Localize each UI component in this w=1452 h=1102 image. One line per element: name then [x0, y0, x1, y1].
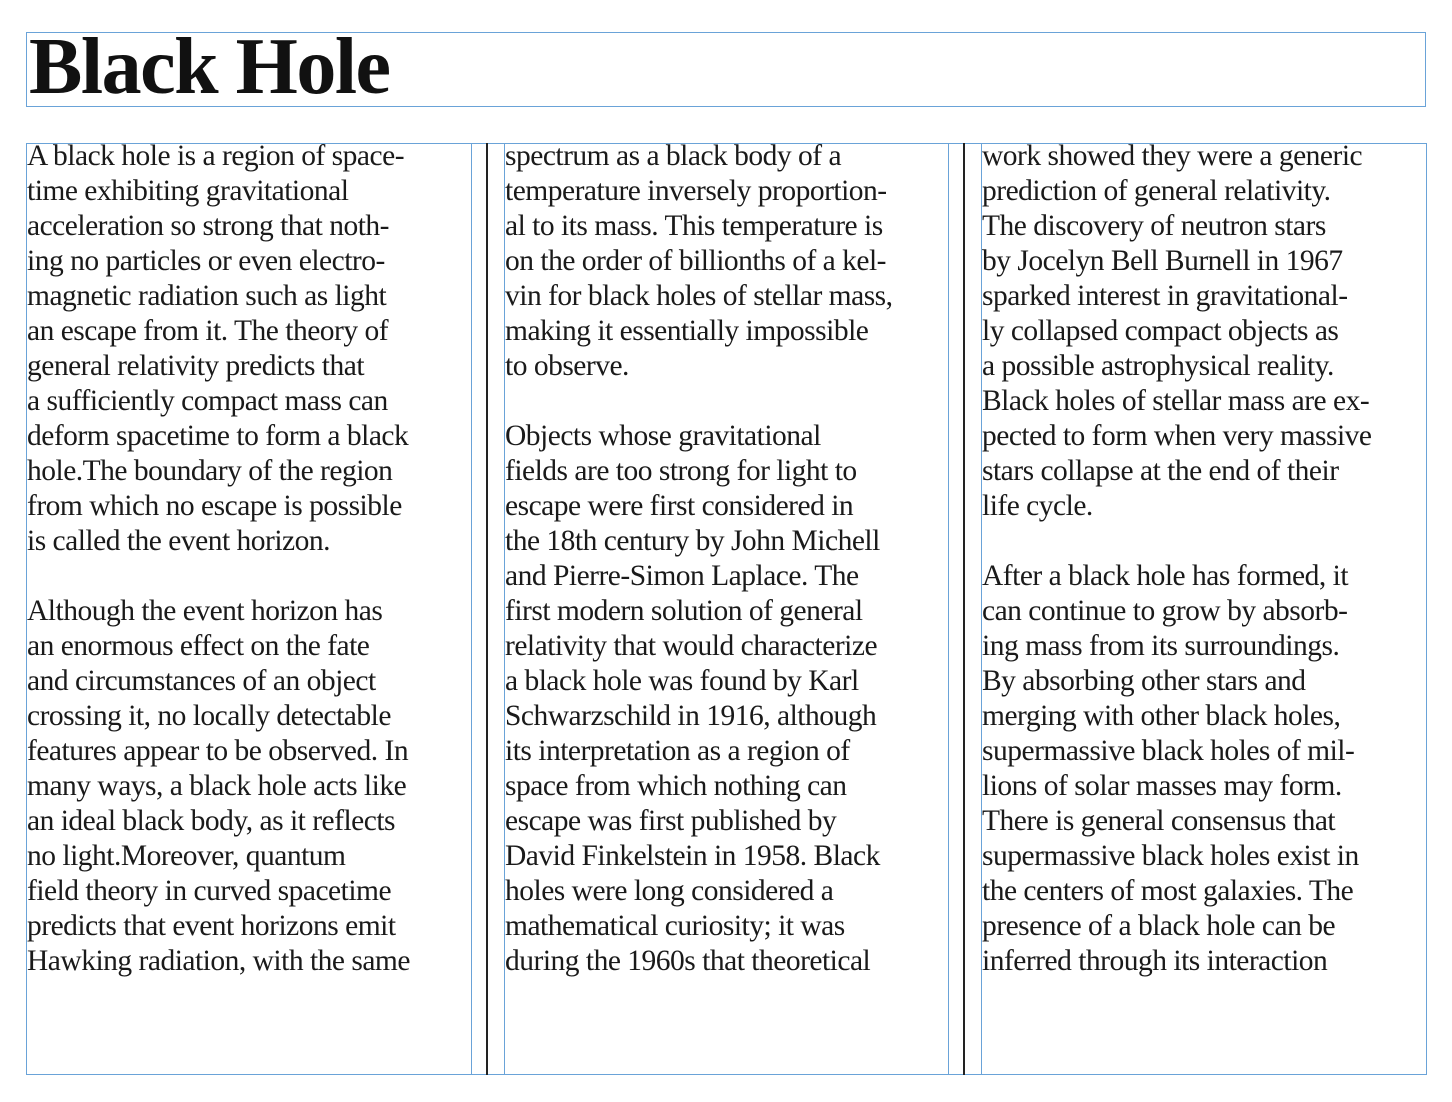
text-line: David Finkelstein in 1958. Black	[505, 840, 880, 872]
text-line: spectrum as a black body of a	[505, 143, 842, 172]
text-line: A black hole is a region of space-	[27, 143, 405, 172]
column-divider-1	[486, 143, 488, 1075]
text-line: crossing it, no locally detectable	[27, 700, 391, 732]
text-column-3	[981, 143, 1427, 1075]
text-line: Although the event horizon has	[27, 595, 383, 627]
text-line: the 18th century by John Michell	[505, 525, 880, 557]
text-line: stars collapse at the end of their	[982, 455, 1339, 487]
text-line: prediction of general relativity.	[982, 175, 1331, 207]
text-line: merging with other black holes,	[982, 700, 1341, 732]
text-line: making it essentially impossible	[505, 315, 869, 347]
text-line: al to its mass. This temperature is	[505, 210, 883, 242]
text-line: general relativity predicts that	[27, 350, 365, 382]
text-line: from which no escape is possible	[27, 490, 402, 522]
text-line: escape was first published by	[505, 805, 837, 837]
text-line: ing mass from its surroundings.	[982, 630, 1340, 662]
text-line: field theory in curved spacetime	[27, 875, 392, 907]
text-line: relativity that would characterize	[505, 630, 878, 662]
text-line: vin for black holes of stellar mass,	[505, 280, 893, 312]
text-line: By absorbing other stars and	[982, 665, 1306, 697]
text-line: a black hole was found by Karl	[505, 665, 859, 697]
text-column-1	[27, 143, 472, 1075]
text-line: life cycle.	[982, 490, 1093, 522]
text-line: After a black hole has formed, it	[982, 560, 1349, 592]
text-line: holes were long considered a	[505, 875, 834, 907]
paragraph-break	[27, 557, 471, 596]
text-line: lions of solar masses may form.	[982, 770, 1342, 802]
text-line: sparked interest in gravitational-	[982, 280, 1348, 312]
text-line: ly collapsed compact objects as	[982, 315, 1339, 347]
text-line: an ideal black body, as it reflects	[27, 805, 396, 837]
text-line: an escape from it. The theory of	[27, 315, 389, 347]
text-line: temperature inversely proportion-	[505, 175, 887, 207]
text-line: The discovery of neutron stars	[982, 210, 1326, 242]
paragraph-break	[982, 522, 1427, 561]
text-line: features appear to be observed. In	[27, 735, 409, 767]
page-title: Black Hole	[29, 23, 390, 111]
text-line: many ways, a black hole acts like	[27, 770, 407, 802]
text-line: Black holes of stellar mass are ex-	[982, 385, 1370, 417]
text-line: Hawking radiation, with the same	[27, 945, 410, 977]
text-line: fields are too strong for light to	[505, 455, 857, 487]
text-line: supermassive black holes of mil-	[982, 735, 1355, 767]
text-line: first modern solution of general	[505, 595, 863, 627]
text-line: space from which nothing can	[505, 770, 847, 802]
text-line: acceleration so strong that noth-	[27, 210, 389, 242]
text-line: supermassive black holes exist in	[982, 840, 1359, 872]
text-line: is called the event horizon.	[27, 525, 331, 557]
text-line: magnetic radiation such as light	[27, 280, 387, 312]
text-line: deform spacetime to form a black	[27, 420, 409, 452]
text-column-2	[504, 143, 949, 1075]
text-line: There is general consensus that	[982, 805, 1336, 837]
text-line: escape were first considered in	[505, 490, 854, 522]
text-line: time exhibiting gravitational	[27, 175, 349, 207]
text-line: an enormous effect on the fate	[27, 630, 370, 662]
text-line: pected to form when very massive	[982, 420, 1372, 452]
text-line: ing no particles or even electro-	[27, 245, 385, 277]
text-line: on the order of billionths of a kel-	[505, 245, 886, 277]
text-line: presence of a black hole can be	[982, 910, 1336, 942]
text-line: its interpretation as a region of	[505, 735, 850, 767]
text-line: by Jocelyn Bell Burnell in 1967	[982, 245, 1343, 277]
text-line: no light.Moreover, quantum	[27, 840, 346, 872]
text-line: mathematical curiosity; it was	[505, 910, 845, 942]
text-line: Schwarzschild in 1916, although	[505, 700, 877, 732]
title-frame	[26, 23, 1426, 111]
column-divider-2	[963, 143, 965, 1075]
text-line: hole.The boundary of the region	[27, 455, 393, 487]
text-line: predicts that event horizons emit	[27, 910, 396, 942]
text-line: can continue to grow by absorb-	[982, 595, 1348, 627]
text-line: inferred through its interaction	[982, 945, 1328, 977]
text-line: a possible astrophysical reality.	[982, 350, 1334, 382]
text-line: during the 1960s that theoretical	[505, 945, 871, 977]
text-line: work showed they were a generic	[982, 143, 1363, 172]
text-line: and circumstances of an object	[27, 665, 376, 697]
text-line: a sufficiently compact mass can	[27, 385, 388, 417]
text-line: and Pierre-Simon Laplace. The	[505, 560, 859, 592]
text-line: to observe.	[505, 350, 629, 382]
text-line: the centers of most galaxies. The	[982, 875, 1354, 907]
text-line: Objects whose gravitational	[505, 420, 821, 452]
paragraph-break	[505, 382, 948, 421]
